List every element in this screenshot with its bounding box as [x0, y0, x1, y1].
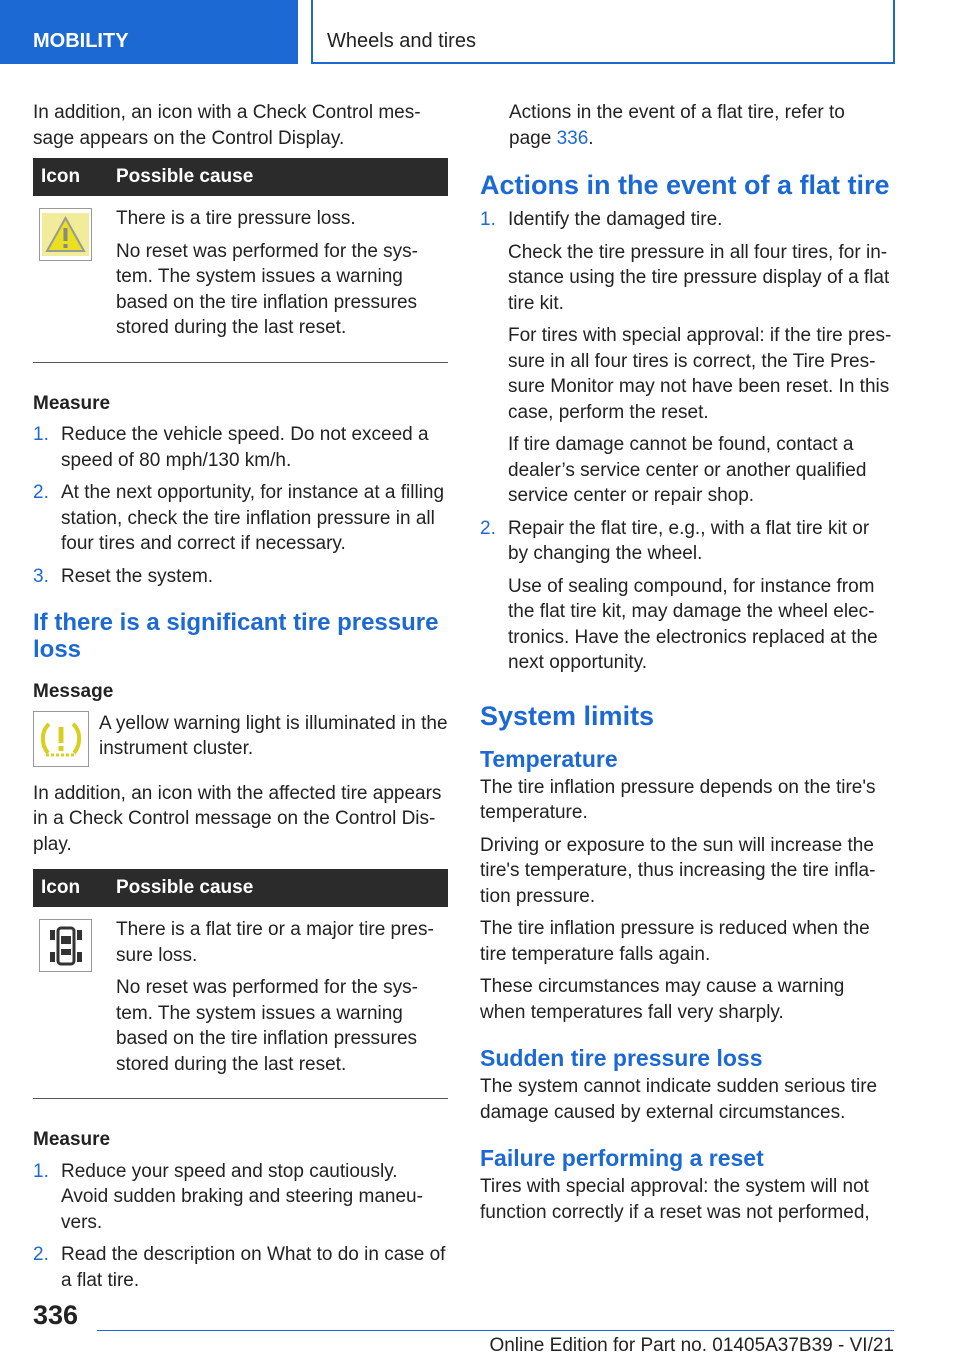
message-text: A yellow warning light is illuminated in the instrument cluster.	[99, 712, 448, 759]
measure-steps-1	[33, 422, 448, 589]
step-text: At the next opportunity, for instance at a filling station, check the tire inflation pressure in all four tires and correct if necessary.	[61, 482, 445, 554]
step-number: 2.	[33, 1244, 49, 1265]
step-text: Read the description on What to do in case of a flat tire.	[61, 1244, 446, 1291]
step-number: 2.	[33, 482, 49, 503]
paragraph: These circumstances may cause a warning when temperatures fall very sharply.	[480, 976, 845, 1023]
step-text: Repair the flat tire, e.g., with a flat tire kit or by changing the wheel.	[508, 517, 870, 564]
subsection-heading: Temperature	[480, 745, 618, 772]
list-item	[33, 480, 448, 557]
step-number: 2.	[480, 517, 496, 539]
list-item	[33, 422, 448, 473]
measure-label: Measure	[33, 1129, 111, 1150]
step-text: For tires with special approval: if the tire pres-sure in all four tires is correct, the Tire Pres-sure Monitor may not have been reset. In this case, perform the reset.	[508, 325, 892, 423]
cause-line: There is a flat tire or a major tire pres-sure loss.	[116, 919, 434, 966]
tire-pressure-warning-icon	[33, 711, 89, 767]
subsection-heading: Failure performing a reset	[480, 1145, 764, 1171]
section-heading: Actions in the event of a flat tire	[480, 170, 890, 200]
step-text: Reduce your speed and stop cautiously. Avoid sudden braking and steering maneu-vers.	[61, 1160, 423, 1233]
paragraph: The tire inflation pressure is reduced when the tire temperature falls again.	[480, 918, 870, 965]
actions-steps	[480, 207, 892, 676]
step-number: 1.	[33, 1160, 49, 1182]
intro-text: In addition, an icon with a Check Control mes-sage appears on the Control Display.	[33, 102, 421, 149]
cause-line: There is a tire pressure loss.	[116, 208, 356, 229]
topic-header: Wheels and tires	[311, 0, 895, 64]
step-text: Check the tire pressure in all four tires, for in-stance using the tire pressure display of a flat tire kit.	[508, 241, 890, 314]
step-number: 1.	[33, 424, 49, 445]
step-text: Reduce the vehicle speed. Do not exceed a speed of 80 mph/130 km/h.	[61, 424, 429, 471]
step-text: If tire damage cannot be found, contact a dealer’s service center or another qualified service center or repair shop.	[508, 434, 867, 506]
right-column	[480, 100, 892, 1232]
cause-table-1	[33, 158, 448, 363]
page-reference	[480, 100, 892, 151]
measure-label: Measure	[33, 392, 111, 414]
ref-end: .	[588, 127, 594, 149]
ref-text: Actions in the event of a flat tire, refer to page	[509, 102, 845, 149]
paragraph: Tires with special approval: the system will not function correctly if a reset was not performed,	[480, 1176, 870, 1223]
footer-edition: Online Edition for Part no. 01405A37B39 - VI/21	[489, 1335, 894, 1356]
list-item	[33, 1242, 448, 1293]
step-text: Reset the system.	[61, 565, 214, 587]
cause-line: No reset was performed for the sys-tem. The system issues a warning based on the tire inflation pressures stored during the last reset.	[116, 977, 418, 1075]
section-tab: MOBILITY	[0, 0, 298, 64]
list-item	[480, 516, 892, 676]
step-number: 1.	[480, 209, 496, 230]
list-item	[33, 1159, 448, 1236]
step-text: Identify the damaged tire.	[508, 209, 723, 230]
col-header-cause: Possible cause	[116, 158, 448, 196]
left-column	[33, 100, 448, 1300]
car-tire-icon	[39, 919, 92, 972]
step-number: 3.	[33, 565, 49, 587]
page-number: 336	[33, 1300, 79, 1330]
intro-text: In addition, an icon with the affected tire appears in a Check Control message on the Control Dis-play.	[33, 782, 442, 855]
section-heading: System limits	[480, 700, 655, 731]
col-header-icon: Icon	[33, 158, 116, 196]
message-label: Message	[33, 681, 114, 702]
subsection-heading: Sudden tire pressure loss	[480, 1045, 763, 1071]
col-header-cause: Possible cause	[116, 869, 448, 907]
col-header-icon: Icon	[33, 869, 116, 907]
paragraph: The system cannot indicate sudden serious tire damage caused by external circumstances.	[480, 1076, 878, 1123]
list-item	[33, 564, 448, 590]
page-link[interactable]: 336	[556, 127, 589, 149]
footer-divider	[97, 1330, 894, 1331]
paragraph: Driving or exposure to the sun will increase the tire's temperature, thus increasing the tire infla-tion pressure.	[480, 834, 876, 907]
cause-line: No reset was performed for the sys-tem. The system issues a warning based on the tire inflation pressures stored during the last reset.	[116, 240, 418, 338]
paragraph: The tire inflation pressure depends on the tire's temperature.	[480, 776, 876, 823]
warning-triangle-icon	[39, 208, 92, 261]
list-item	[480, 207, 892, 509]
measure-steps-2	[33, 1159, 448, 1294]
step-text: Use of sealing compound, for instance from the flat tire kit, may damage the wheel elec-tronics. Have the electronics replaced at the next opportunity.	[508, 575, 878, 673]
cause-table-2	[33, 869, 448, 1099]
section-heading: If there is a significant tire pressure loss	[33, 609, 439, 663]
